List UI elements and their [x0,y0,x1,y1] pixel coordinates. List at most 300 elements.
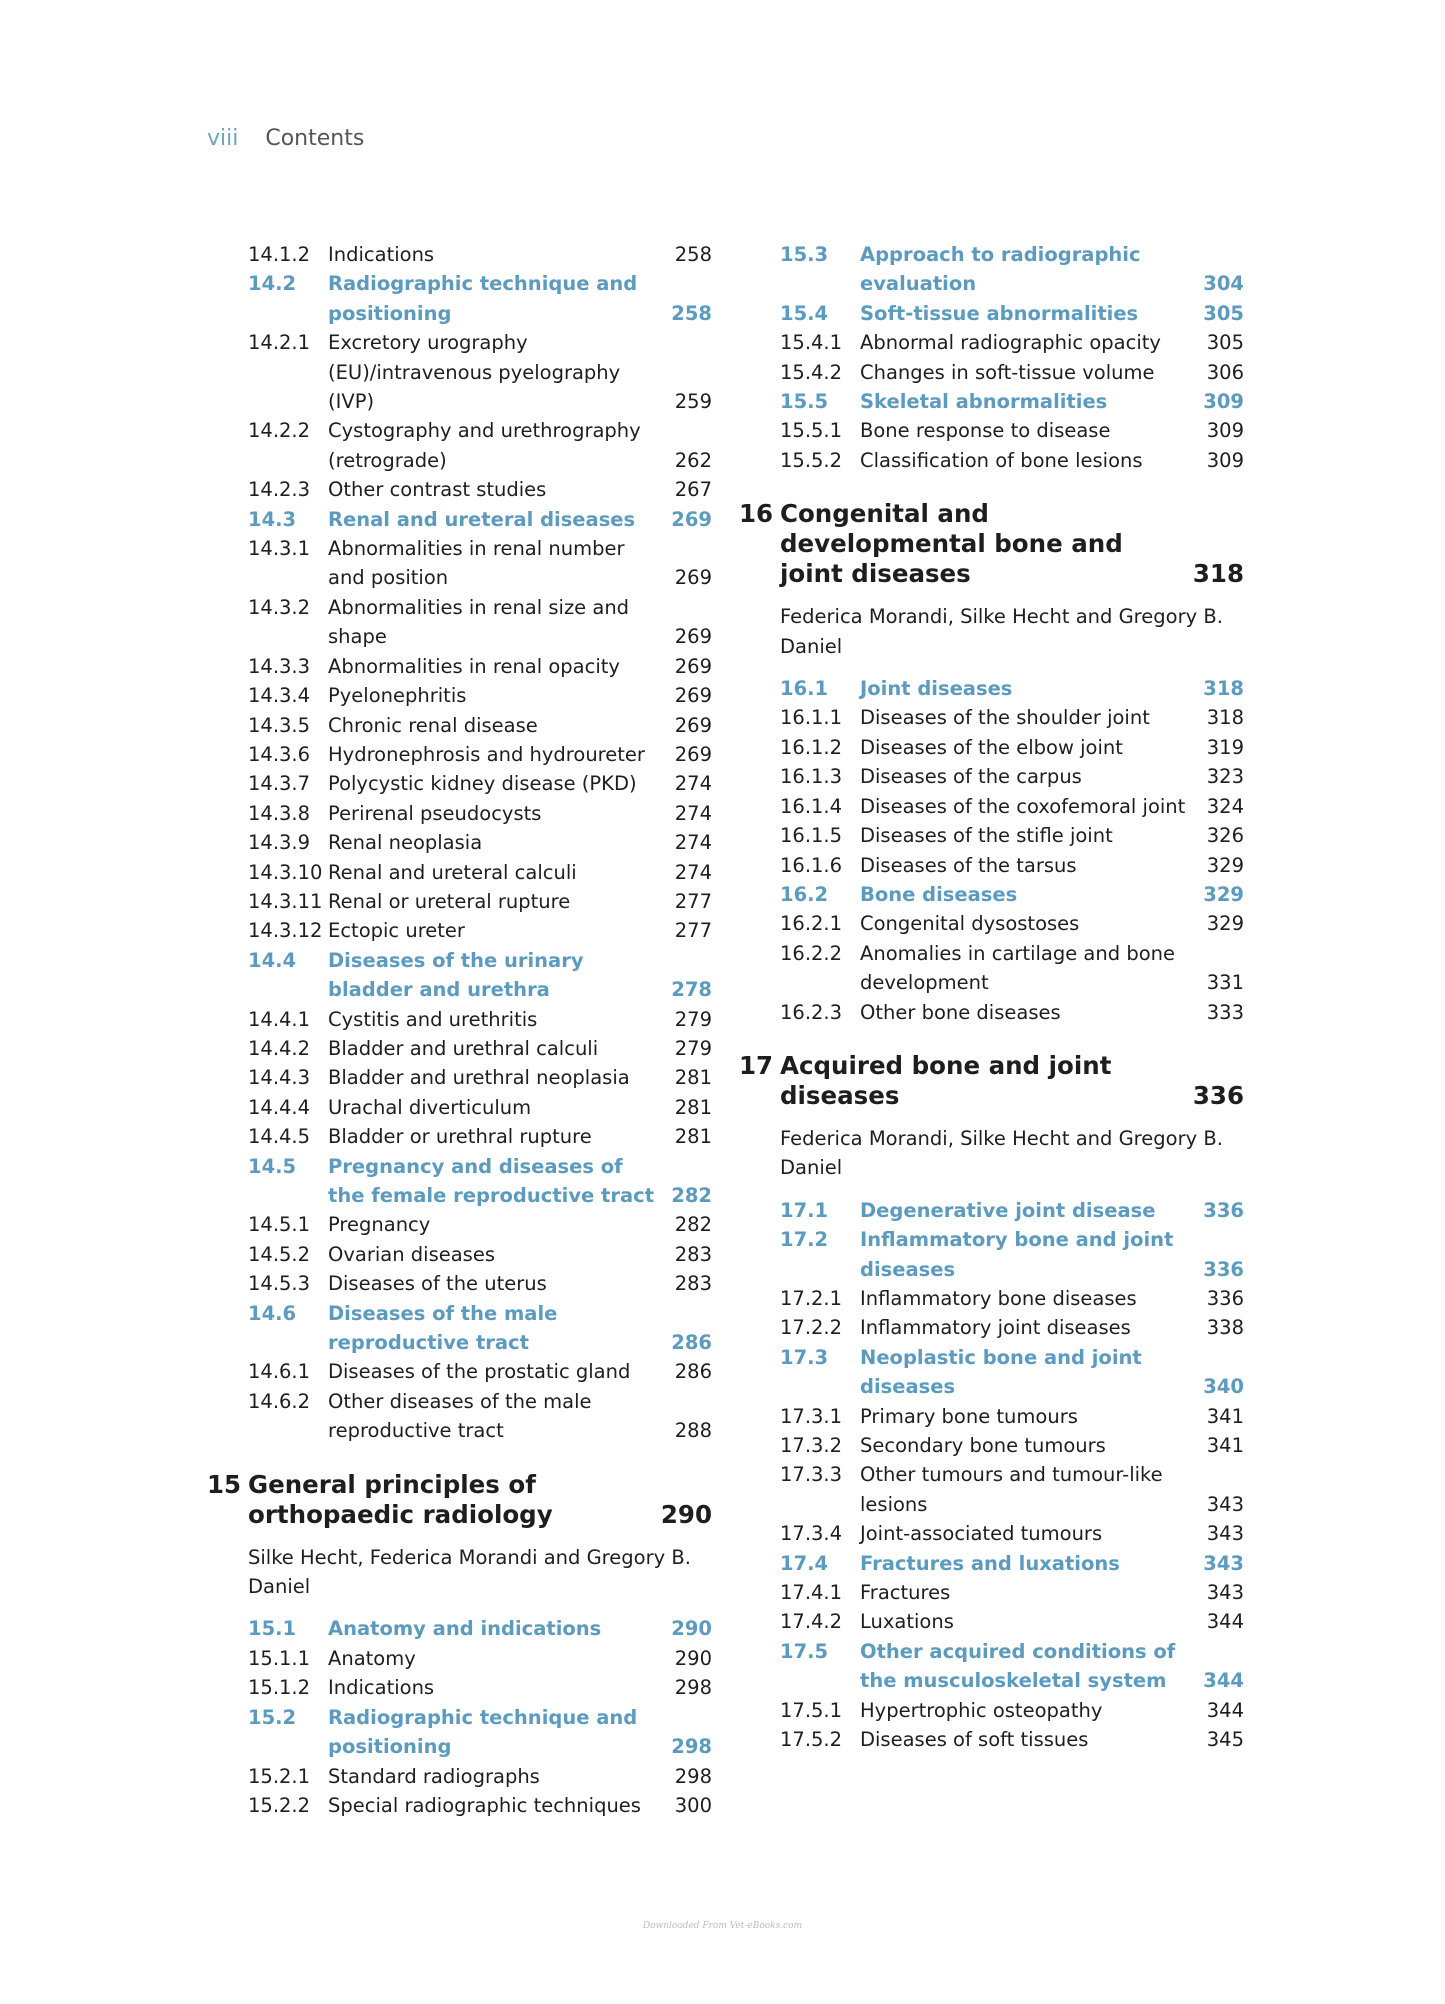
toc-subsection-entry [248,858,712,887]
toc-subsection-entry [248,475,712,504]
section-number: 16.2 [780,882,829,906]
section-title: Radiographic technique and positioning [328,272,638,325]
section-number: 14.4.3 [248,1066,311,1090]
section-number: 15.1 [248,1617,297,1641]
section-title: Degenerative joint disease [860,1198,1156,1222]
toc-section-entry [780,387,1244,416]
section-number: 15.1.1 [248,1646,311,1670]
section-page-number: 344 [1203,1669,1244,1693]
toc-subsection-entry [248,240,712,269]
section-page-number: 258 [671,301,712,325]
section-number: 15.4 [780,301,829,325]
section-number: 17.4.1 [780,1581,843,1605]
toc-subsection-entry [780,1460,1244,1519]
section-title: Joint diseases [860,677,1013,701]
section-title: Indications [328,243,435,266]
section-title: Diseases of the urinary bladder and urethra [328,948,584,1002]
toc-subsection-entry [248,828,712,857]
section-page-number: 326 [1206,824,1244,848]
section-number: 16.1.2 [780,735,843,759]
toc-section-entry [248,269,712,328]
chapter-authors: Federica Morandi, Silke Hecht and Gregory B. Daniel [780,605,1223,658]
section-page-number: 305 [1206,331,1244,355]
section-number: 14.4.5 [248,1125,311,1149]
toc-subsection-entry [248,1063,712,1092]
section-number: 17.3.4 [780,1522,843,1546]
section-page-number: 329 [1206,853,1244,877]
section-number: 17.3 [780,1345,829,1369]
toc-section-entry [248,1299,712,1358]
section-number: 17.5.1 [780,1698,843,1722]
section-title: Hydronephrosis and hydroureter [328,742,645,766]
section-page-number: 282 [674,1213,712,1237]
section-number: 16.1.4 [780,794,843,818]
toc-subsection-entry [780,998,1244,1027]
section-number: 14.3.1 [248,537,311,561]
toc-subsection-entry [780,909,1244,938]
section-number: 17.5.2 [780,1728,843,1752]
section-title: Bladder and urethral neoplasia [328,1066,630,1090]
section-title: Diseases of the shoulder joint [860,706,1150,730]
section-number: 14.3.10 [248,860,323,884]
section-title: Perirenal pseudocysts [328,801,542,825]
section-page-number: 304 [1203,272,1244,296]
chapter-number: 15 [207,1469,242,1499]
section-number: 14.5.3 [248,1272,311,1296]
toc-subsection-entry [248,1644,712,1673]
toc-subsection-entry [780,328,1244,357]
toc-subsection-entry [780,703,1244,732]
section-page-number: 329 [1203,882,1244,906]
toc-subsection-entry [780,416,1244,445]
toc-left-column [207,240,712,1820]
section-number: 15.2 [248,1705,297,1729]
section-number: 16.2.3 [780,1000,843,1024]
section-page-number: 274 [674,831,712,855]
toc-subsection-entry [780,358,1244,387]
section-title: Radiographic technique and positioning [328,1705,638,1759]
toc-section-entry [780,1225,1244,1284]
section-title: Joint-associated tumours [860,1522,1103,1546]
section-page-number: 336 [1203,1257,1244,1281]
section-page-number: 345 [1206,1728,1244,1752]
section-page-number: 278 [671,978,712,1002]
toc-subsection-entry [248,1791,712,1820]
section-title: Inflammatory bone and joint diseases [860,1228,1174,1281]
section-page-number: 267 [674,478,712,502]
section-number: 14.3.5 [248,713,311,737]
section-page-number: 262 [674,448,712,472]
toc-subsection-entry [780,1578,1244,1607]
section-page-number: 336 [1206,1286,1244,1310]
section-number: 14.5 [248,1154,297,1178]
section-number: 14.6.1 [248,1360,311,1384]
chapter-number: 16 [739,499,774,529]
section-number: 16.1.3 [780,765,843,789]
toc-subsection-entry [248,711,712,740]
section-number: 16.1.6 [780,853,843,877]
section-number: 14.5.2 [248,1242,311,1266]
section-number: 14.3.3 [248,654,311,678]
section-title: Other contrast studies [328,478,547,502]
toc-right-column [739,240,1244,1754]
section-number: 14.2.1 [248,331,311,355]
section-page-number: 298 [674,1676,712,1700]
toc-subsection-entry [248,1093,712,1122]
toc-subsection-entry [248,1005,712,1034]
section-page-number: 318 [1203,677,1244,701]
toc-subsection-entry [780,1519,1244,1548]
toc-section-entry [780,240,1244,299]
section-title: Cystography and urethrography (retrograde) [328,419,641,472]
section-title: Fractures [860,1581,951,1605]
toc-subsection-entry [780,762,1244,791]
section-number: 15.5.1 [780,419,843,443]
section-number: 14.6.2 [248,1389,311,1413]
section-page-number: 300 [674,1793,712,1817]
section-page-number: 269 [671,507,712,531]
section-title: Renal neoplasia [328,831,483,855]
section-number: 14.2.3 [248,478,311,502]
toc-subsection-entry [248,769,712,798]
section-title: Standard radiographs [328,1764,540,1788]
toc-subsection-entry [248,1122,712,1151]
running-head-title: Contents [265,126,365,151]
section-title: Approach to radiographic evaluation [860,243,1141,296]
toc-subsection-entry [248,1762,712,1791]
footer-watermark: Downloaded From Vet-eBooks.com [642,1921,803,1931]
toc-section-entry [780,674,1244,703]
toc-subsection-entry [780,446,1244,475]
section-page-number: 281 [674,1095,712,1119]
section-title: Inflammatory bone diseases [860,1286,1137,1310]
section-page-number: 340 [1203,1375,1244,1399]
section-page-number: 306 [1206,360,1244,384]
section-title: Renal and ureteral calculi [328,860,577,884]
section-title: Pregnancy [328,1213,431,1237]
section-number: 15.5.2 [780,448,843,472]
section-title: Classification of bone lesions [860,448,1143,472]
section-title: Diseases of the stifle joint [860,824,1113,848]
toc-subsection-entry [780,1402,1244,1431]
section-page-number: 269 [674,713,712,737]
section-title: Urachal diverticulum [328,1095,532,1119]
section-page-number: 336 [1203,1198,1244,1222]
toc-section-entry [248,946,712,1005]
section-title: Fractures and luxations [860,1551,1120,1575]
section-number: 16.1.5 [780,824,843,848]
section-page-number: 309 [1206,419,1244,443]
section-number: 14.4.1 [248,1007,311,1031]
section-title: Excretory urography (EU)/intravenous pyelography (IVP) [328,331,621,414]
section-title: Hypertrophic osteopathy [860,1698,1103,1722]
section-title: Other acquired conditions of the musculoskeletal system [860,1639,1176,1693]
section-title: Ectopic ureter [328,919,465,943]
toc-subsection-entry [780,1696,1244,1725]
section-number: 17.5 [780,1639,829,1663]
section-number: 14.3.2 [248,595,311,619]
toc-subsection-entry [780,1313,1244,1342]
section-page-number: 283 [674,1242,712,1266]
section-number: 14.3.11 [248,889,323,913]
section-title: Pregnancy and diseases of the female reproductive tract [328,1154,655,1207]
section-page-number: 305 [1203,301,1244,325]
section-title: Congenital dysostoses [860,912,1080,936]
section-title: Ovarian diseases [328,1242,495,1266]
section-page-number: 288 [674,1419,712,1443]
chapter-authors: Silke Hecht, Federica Morandi and Gregory B. Daniel [248,1545,691,1599]
section-number: 17.2.2 [780,1316,843,1340]
section-number: 14.3.6 [248,742,311,766]
section-page-number: 269 [674,566,712,590]
section-title: Special radiographic techniques [328,1793,641,1817]
section-page-number: 343 [1206,1492,1244,1516]
chapter-number: 17 [739,1050,774,1080]
toc-section-entry [780,1549,1244,1578]
toc-section-entry [780,880,1244,909]
section-title: Diseases of the carpus [860,765,1082,789]
section-page-number: 319 [1206,735,1244,759]
section-number: 15.4.1 [780,331,843,355]
section-page-number: 274 [674,772,712,796]
chapter-page-number: 290 [660,1499,712,1529]
toc-section-entry [248,505,712,534]
section-title: Diseases of soft tissues [860,1728,1089,1752]
section-number: 15.3 [780,243,829,266]
section-title: Primary bone tumours [860,1404,1078,1428]
section-number: 14.4 [248,948,297,972]
section-page-number: 309 [1206,448,1244,472]
chapter-title: General principles of orthopaedic radiology [248,1469,553,1529]
section-page-number: 286 [674,1360,712,1384]
section-page-number: 298 [671,1735,712,1759]
section-number: 17.4 [780,1551,829,1575]
section-title: Other bone diseases [860,1000,1061,1024]
section-number: 17.3.1 [780,1404,843,1428]
section-title: Anatomy and indications [328,1617,602,1641]
section-title: Diseases of the coxofemoral joint [860,794,1186,818]
toc-subsection-entry [248,1210,712,1239]
section-title: Secondary bone tumours [860,1434,1106,1457]
section-page-number: 341 [1206,1404,1244,1428]
section-title: Polycystic kidney disease (PKD) [328,772,637,796]
section-page-number: 318 [1206,706,1244,730]
section-page-number: 279 [674,1036,712,1060]
toc-subsection-entry [248,681,712,710]
section-title: Neoplastic bone and joint diseases [860,1345,1142,1399]
chapter-page-number: 318 [1192,559,1244,589]
toc-section-entry [248,1152,712,1211]
section-title: Other diseases of the male reproductive tract [328,1389,592,1443]
running-head [207,126,364,151]
section-page-number: 329 [1206,912,1244,936]
section-number: 17.2 [780,1228,829,1252]
section-number: 15.5 [780,390,829,414]
section-page-number: 344 [1206,1610,1244,1634]
section-page-number: 283 [674,1272,712,1296]
section-number: 17.2.1 [780,1286,843,1310]
toc-subsection-entry [248,887,712,916]
section-number: 15.2.1 [248,1764,311,1788]
toc-subsection-entry [248,1269,712,1298]
section-title: Chronic renal disease [328,713,538,737]
section-number: 14.4.4 [248,1095,311,1119]
section-page-number: 274 [674,801,712,825]
section-number: 15.4.2 [780,360,843,384]
section-page-number: 298 [674,1764,712,1788]
section-page-number: 269 [674,625,712,649]
section-number: 17.4.2 [780,1610,843,1634]
section-page-number: 281 [674,1066,712,1090]
section-title: Bladder and urethral calculi [328,1036,599,1060]
section-title: Bone diseases [860,882,1018,906]
section-number: 14.3 [248,507,297,531]
section-page-number: 290 [671,1617,712,1641]
section-title: Diseases of the prostatic gland [328,1360,631,1384]
section-page-number: 341 [1206,1434,1244,1457]
toc-subsection-entry [248,593,712,652]
section-title: Diseases of the tarsus [860,853,1077,877]
chapter-page-number: 336 [1192,1080,1244,1110]
toc-subsection-entry [780,939,1244,998]
toc-subsection-entry [248,652,712,681]
chapter-heading [739,1051,1244,1111]
section-page-number: 333 [1206,1000,1244,1024]
toc-section-entry [780,299,1244,328]
section-number: 16.2.1 [780,912,843,936]
section-title: Other tumours and tumour-like lesions [860,1463,1163,1516]
section-page-number: 258 [674,243,712,266]
section-title: Inflammatory joint diseases [860,1316,1131,1340]
section-number: 15.1.2 [248,1676,311,1700]
toc-subsection-entry [248,1240,712,1269]
section-number: 16.2.2 [780,941,843,965]
section-title: Diseases of the male reproductive tract [328,1301,558,1355]
toc-section-entry [248,1614,712,1643]
section-page-number: 277 [674,889,712,913]
section-page-number: 343 [1206,1581,1244,1605]
section-page-number: 331 [1206,971,1244,995]
section-title: Bladder or urethral rupture [328,1125,592,1149]
chapter-title: Acquired bone and joint diseases [780,1050,1112,1110]
toc-subsection-entry [248,1387,712,1446]
section-page-number: 279 [674,1007,712,1031]
toc-subsection-entry [248,799,712,828]
section-page-number: 290 [674,1646,712,1670]
toc-subsection-entry [248,1034,712,1063]
page-folio: viii [207,126,239,151]
section-title: Diseases of the elbow joint [860,735,1123,759]
chapter-title: Congenital and developmental bone and joint diseases [780,499,1123,589]
toc-subsection-entry [780,792,1244,821]
section-page-number: 338 [1206,1316,1244,1340]
section-number: 14.2.2 [248,419,311,443]
section-title: Indications [328,1676,435,1700]
section-number: 14.3.9 [248,831,311,855]
section-number: 14.6 [248,1301,297,1325]
toc-subsection-entry [248,534,712,593]
section-number: 14.3.7 [248,772,311,796]
section-number: 16.1 [780,677,829,701]
section-page-number: 277 [674,919,712,943]
section-number: 17.3.3 [780,1463,843,1487]
section-page-number: 343 [1203,1551,1244,1575]
section-title: Renal or ureteral rupture [328,889,571,913]
section-number: 14.3.8 [248,801,311,825]
toc-subsection-entry [248,328,712,416]
section-number: 14.2 [248,272,297,296]
toc-subsection-entry [248,416,712,475]
toc-section-entry [780,1196,1244,1225]
toc-section-entry [780,1637,1244,1696]
section-page-number: 286 [671,1331,712,1355]
section-title: Abnormalities in renal number and position [328,537,625,590]
section-page-number: 282 [671,1184,712,1207]
section-number: 14.5.1 [248,1213,311,1237]
section-number: 16.1.1 [780,706,843,730]
chapter-heading [207,1470,712,1530]
section-title: Anatomy [328,1646,416,1670]
toc-subsection-entry [248,1673,712,1702]
toc-subsection-entry [780,1431,1244,1460]
section-title: Cystitis and urethritis [328,1007,538,1031]
section-page-number: 269 [674,654,712,678]
section-title: Soft-tissue abnormalities [860,301,1139,325]
toc-subsection-entry [248,916,712,945]
toc-subsection-entry [780,1607,1244,1636]
toc-subsection-entry [780,733,1244,762]
toc-subsection-entry [780,851,1244,880]
toc-subsection-entry [780,1725,1244,1754]
section-number: 14.1.2 [248,243,311,266]
section-number: 14.3.12 [248,919,323,943]
section-title: Skeletal abnormalities [860,390,1108,414]
toc-section-entry [780,1343,1244,1402]
section-page-number: 269 [674,684,712,708]
section-page-number: 259 [674,390,712,414]
section-title: Bone response to disease [860,419,1111,443]
section-title: Abnormal radiographic opacity [860,331,1161,355]
toc-subsection-entry [780,1284,1244,1313]
section-title: Anomalies in cartilage and bone development [860,941,1175,995]
toc-subsection-entry [248,1357,712,1386]
section-title: Renal and ureteral diseases [328,507,636,531]
section-page-number: 274 [674,860,712,884]
section-page-number: 309 [1203,390,1244,414]
section-number: 17.1 [780,1198,829,1222]
toc-subsection-entry [248,740,712,769]
section-title: Diseases of the uterus [328,1272,547,1296]
section-page-number: 269 [674,742,712,766]
section-title: Abnormalities in renal size and shape [328,595,630,649]
toc-subsection-entry [780,821,1244,850]
chapter-heading [739,499,1244,589]
section-number: 15.2.2 [248,1793,311,1817]
section-page-number: 343 [1206,1522,1244,1546]
section-page-number: 281 [674,1125,712,1149]
section-number: 17.3.2 [780,1434,843,1457]
section-title: Pyelonephritis [328,684,467,708]
section-title: Luxations [860,1610,954,1634]
section-title: Changes in soft-tissue volume [860,360,1155,384]
section-number: 14.4.2 [248,1036,311,1060]
section-page-number: 323 [1206,765,1244,789]
section-page-number: 324 [1206,794,1244,818]
chapter-authors: Federica Morandi, Silke Hecht and Gregory B. Daniel [780,1126,1223,1180]
section-number: 14.3.4 [248,684,311,708]
toc-section-entry [248,1703,712,1762]
section-title: Abnormalities in renal opacity [328,654,620,678]
